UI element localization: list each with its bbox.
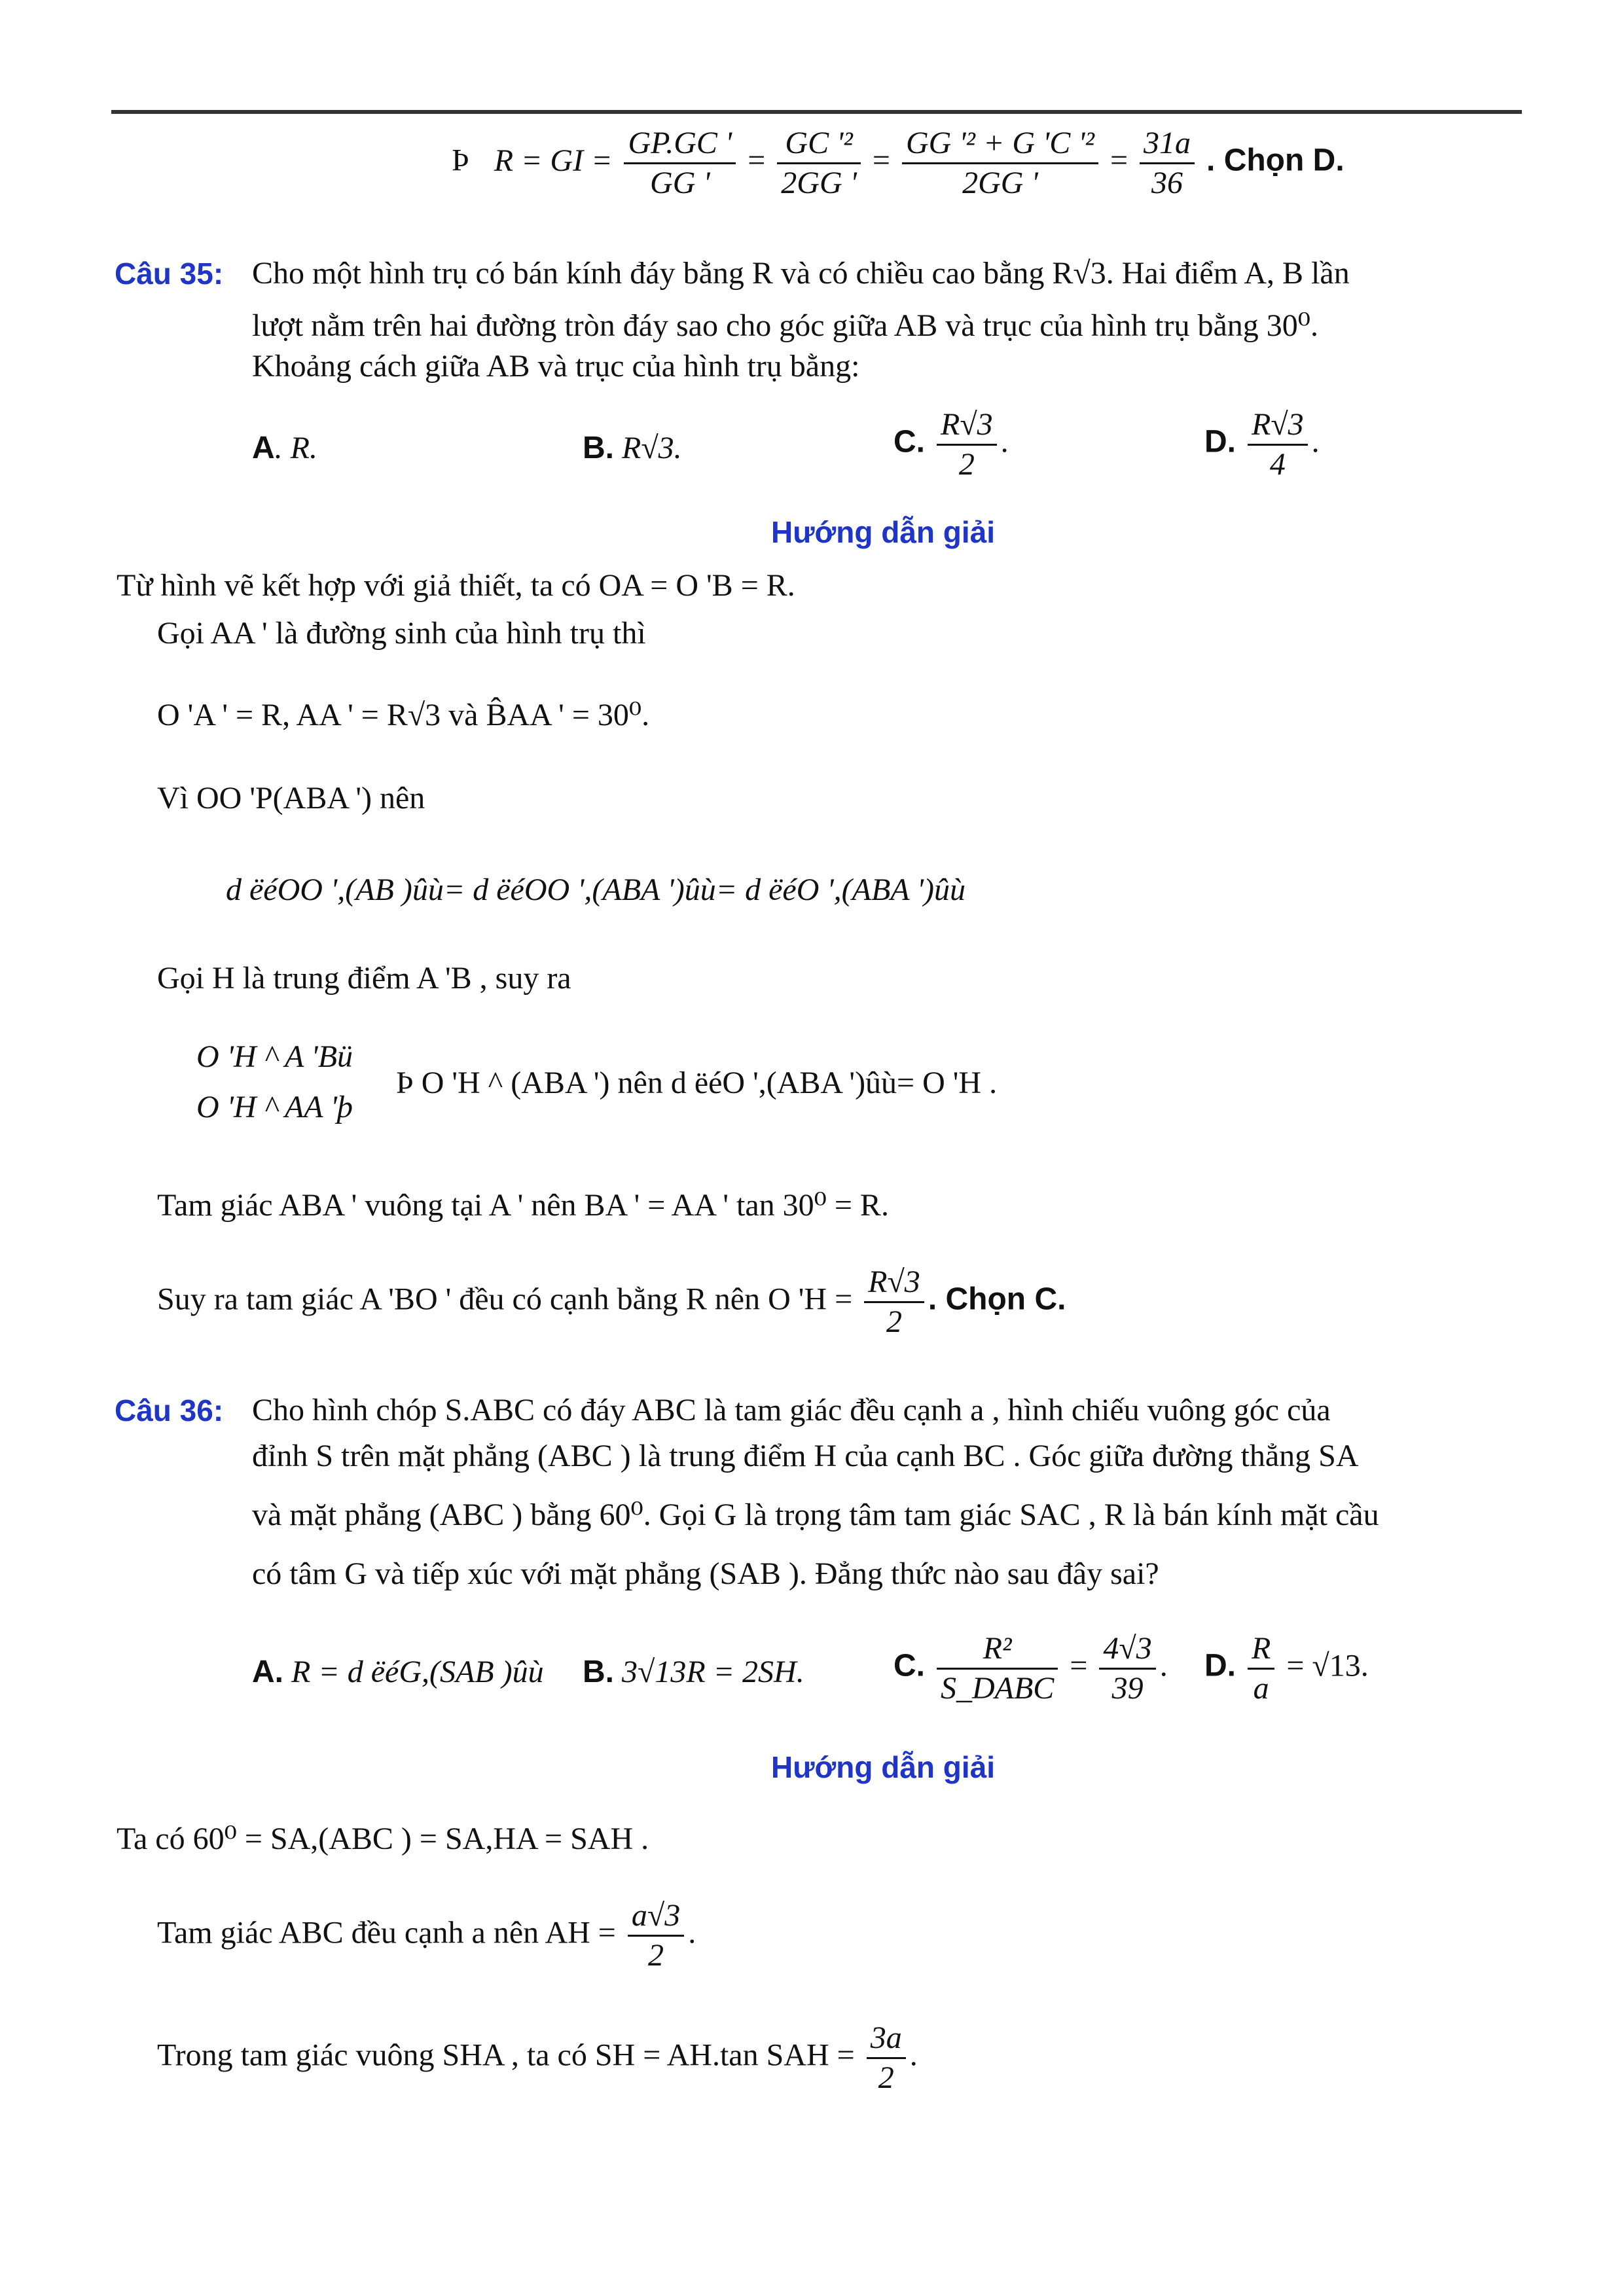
question-35-line-3: Khoảng cách giữa AB và trục của hình trụ bằng: bbox=[252, 349, 860, 384]
solution-text: Suy ra tam giác A 'BO ' đều có cạnh bằng R nên O 'H = bbox=[157, 1282, 853, 1317]
option-key: C. bbox=[893, 424, 925, 459]
solution-tail: . bbox=[909, 2037, 918, 2073]
fraction-2-num: GC '² bbox=[785, 126, 853, 160]
option-key: D. bbox=[1204, 1648, 1236, 1683]
solution-fraction bbox=[628, 1897, 684, 1975]
option-key: C. bbox=[893, 1648, 925, 1683]
option-fraction bbox=[1248, 406, 1308, 484]
solution-35-line-1: Từ hình vẽ kết hợp với giả thiết, ta có OA = O 'B = R. bbox=[117, 568, 795, 603]
solution-35-line-8: Tam giác ABA ' vuông tại A ' nên BA ' = AA ' tan 30⁰ = R. bbox=[157, 1188, 889, 1223]
option-value: 3√13R = 2SH. bbox=[622, 1655, 804, 1689]
option-fraction bbox=[1248, 1630, 1274, 1708]
question-36-line-3: và mặt phẳng (ABC ) bằng 60⁰. Gọi G là trọng tâm tam giác SAC , R là bán kính mặt cầu bbox=[252, 1498, 1379, 1532]
option-tail: . bbox=[1000, 424, 1009, 459]
option-key: A bbox=[252, 431, 275, 465]
fraction-den: 2 bbox=[648, 1938, 664, 1973]
fraction-den: 2 bbox=[886, 1304, 902, 1339]
fraction-1-num: GP.GC ' bbox=[628, 126, 732, 160]
option-c[interactable] bbox=[893, 406, 1009, 484]
option-tail: . bbox=[1159, 1648, 1168, 1683]
option-num: R√3 bbox=[1252, 407, 1304, 442]
option-den: a bbox=[1253, 1671, 1269, 1706]
fraction-2-den: 2GG ' bbox=[781, 166, 857, 200]
option-d[interactable] bbox=[1204, 406, 1320, 484]
question-35-line-1: Cho một hình trụ có bán kính đáy bằng R và có chiều cao bằng R√3. Hai điểm A, B lần bbox=[252, 256, 1350, 291]
fraction-3-num: GG '² + G 'C '² bbox=[905, 126, 1094, 160]
equals-sign: = bbox=[872, 143, 890, 178]
option-b[interactable] bbox=[583, 429, 682, 468]
solution-35-line-6: Gọi H là trung điểm A 'B , suy ra bbox=[157, 961, 571, 996]
solution-35-line-9 bbox=[157, 1263, 1066, 1341]
option-key: D. bbox=[1204, 424, 1236, 459]
solution-36-line-2 bbox=[157, 1897, 696, 1975]
fraction-num: R√3 bbox=[868, 1265, 920, 1299]
question-36-line-1: Cho hình chóp S.ABC có đáy ABC là tam giác đều cạnh a , hình chiếu vuông góc của bbox=[252, 1393, 1331, 1427]
fraction-1 bbox=[624, 124, 736, 202]
option-key: B. bbox=[583, 431, 614, 465]
solution-35-line-3: O 'A ' = R, AA ' = R√3 và B̂AA ' = 30⁰. bbox=[157, 698, 650, 732]
question-36-label: Câu 36: bbox=[115, 1393, 224, 1427]
solution-35-line-7a: O 'H ^ A 'Bü bbox=[196, 1039, 353, 1074]
solution-35-line-7b: O 'H ^ AA 'þ bbox=[196, 1090, 353, 1124]
option-a[interactable] bbox=[252, 429, 317, 468]
option-c[interactable] bbox=[893, 1630, 1168, 1708]
fraction-den: 2 bbox=[878, 2060, 894, 2095]
equals-sign: = bbox=[748, 143, 766, 178]
question-36-line-4: có tâm G và tiếp xúc với mặt phẳng (SAB ). Đẳng thức nào sau đây sai? bbox=[252, 1556, 1159, 1591]
fraction-4-num: 31a bbox=[1144, 126, 1191, 160]
fraction-2 bbox=[777, 124, 861, 202]
solution-36-line-3 bbox=[157, 2019, 918, 2097]
solution-heading-35: Hướng dẫn giải bbox=[771, 515, 996, 549]
option-key: B. bbox=[583, 1655, 614, 1689]
answer-choice: . Chọn D. bbox=[1206, 143, 1344, 178]
solution-fraction bbox=[867, 2019, 906, 2097]
option-key: A. bbox=[252, 1655, 283, 1689]
answer-choice: . Chọn C. bbox=[928, 1282, 1066, 1317]
fraction-4 bbox=[1140, 124, 1195, 202]
top-formula bbox=[452, 124, 1344, 202]
solution-36-line-1: Ta có 60⁰ = SA,(ABC ) = SA,HA = SAH . bbox=[117, 1821, 649, 1856]
solution-35-line-7c: Þ O 'H ^ (ABA ') nên d ëéO ',(ABA ')ûù= O 'H . bbox=[396, 1066, 998, 1100]
fraction-3 bbox=[902, 124, 1098, 202]
option-fraction bbox=[937, 406, 997, 484]
solution-fraction bbox=[864, 1263, 924, 1341]
option-num: R√3 bbox=[941, 407, 993, 442]
option-fraction-2 bbox=[1099, 1630, 1155, 1708]
option-tail: . bbox=[1311, 424, 1320, 459]
solution-text: Trong tam giác vuông SHA , ta có SH = AH.tan SAH = bbox=[157, 2037, 855, 2073]
question-36-line-2: đỉnh S trên mặt phẳng (ABC ) là trung điểm H của cạnh BC . Góc giữa đường thẳng SA bbox=[252, 1439, 1359, 1473]
option-fraction bbox=[937, 1630, 1058, 1708]
solution-tail: . bbox=[688, 1915, 696, 1950]
equals-sign: = bbox=[1110, 143, 1128, 178]
fraction-1-den: GG ' bbox=[650, 166, 710, 200]
question-35-line-2: lượt nằm trên hai đường tròn đáy sao cho góc giữa AB và trục của hình trụ bằng 30⁰. bbox=[252, 308, 1319, 343]
fraction-3-den: 2GG ' bbox=[962, 166, 1038, 200]
option-b[interactable] bbox=[583, 1653, 804, 1692]
option-num: R² bbox=[983, 1631, 1012, 1666]
option-d[interactable] bbox=[1204, 1630, 1369, 1708]
solution-text: Tam giác ABC đều cạnh a nên AH = bbox=[157, 1915, 616, 1950]
formula-lhs: R = GI = bbox=[494, 143, 613, 178]
solution-heading-36: Hướng dẫn giải bbox=[771, 1750, 996, 1784]
option-a[interactable] bbox=[252, 1653, 544, 1692]
equals-sign: = bbox=[1070, 1648, 1088, 1683]
solution-35-line-5: d ëéOO ',(AB )ûù= d ëéOO ',(ABA ')ûù= d ëéO ',(ABA ')ûù bbox=[226, 872, 965, 907]
fraction-num: 3a bbox=[870, 2020, 902, 2055]
top-rule bbox=[111, 110, 1522, 114]
question-35-label: Câu 35: bbox=[115, 257, 224, 291]
option-den: 39 bbox=[1111, 1671, 1144, 1706]
therefore-symbol: Þ bbox=[452, 143, 469, 178]
option-den: 4 bbox=[1269, 447, 1286, 482]
option-value: . R. bbox=[274, 431, 317, 465]
option-den: 2 bbox=[958, 447, 975, 482]
option-num: R bbox=[1252, 1631, 1271, 1666]
fraction-num: a√3 bbox=[631, 1898, 681, 1933]
option-den: S_DABC bbox=[941, 1671, 1055, 1706]
solution-35-line-4: Vì OO 'P(ABA ') nên bbox=[157, 781, 425, 816]
option-value: R√3. bbox=[622, 431, 682, 465]
option-tail: = √13. bbox=[1286, 1648, 1369, 1683]
option-num: 4√3 bbox=[1103, 1631, 1152, 1666]
option-value: R = d ëéG,(SAB )ûù bbox=[291, 1655, 544, 1689]
solution-35-line-2: Gọi AA ' là đường sinh của hình trụ thì bbox=[157, 616, 646, 651]
fraction-4-den: 36 bbox=[1151, 166, 1183, 200]
